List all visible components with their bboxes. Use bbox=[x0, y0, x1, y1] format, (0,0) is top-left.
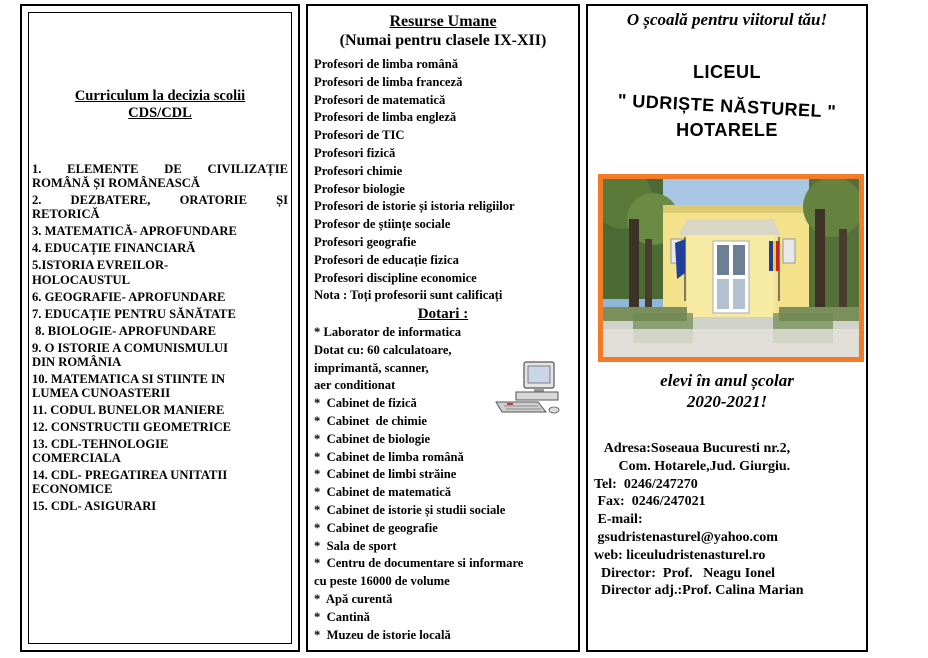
address-line2: Com. Hotarele,Jud. Giurgiu. bbox=[594, 458, 791, 474]
dotari-title: Dotari : bbox=[417, 306, 469, 322]
list-item: HOLOCAUSTUL bbox=[32, 272, 130, 287]
list-item: 9. O ISTORIE A COMUNISMULUI bbox=[32, 340, 229, 355]
list-item: 13. CDL-TEHNOLOGIE bbox=[32, 437, 169, 452]
staff-item: Profesori de matematică bbox=[314, 92, 446, 107]
school-name-line2: " UDRIȘTE NĂSTUREL " bbox=[617, 90, 837, 122]
list-item: LUMEA CUNOASTERII bbox=[32, 386, 171, 401]
dotari-item: * Cabinet de biologie bbox=[314, 431, 431, 446]
staff-item: Profesori de educație fizica bbox=[314, 252, 459, 267]
list-item: 15. CDL- ASIGURARI bbox=[32, 499, 157, 514]
students-caption-line2: 2020-2021! bbox=[686, 392, 768, 411]
email-label: E-mail: bbox=[594, 512, 643, 528]
dotari-item: aer conditionat bbox=[314, 378, 396, 393]
director: Director: Prof. Neagu Ionel bbox=[594, 565, 776, 581]
resources-subheading: (Numai pentru clasele IX-XII) bbox=[339, 32, 547, 49]
cds-panel bbox=[20, 4, 300, 652]
contact-info bbox=[594, 440, 866, 600]
list-item: 10. MATEMATICA SI STIINTE IN bbox=[32, 371, 226, 386]
dotari-item: * Cabinet de limba română bbox=[314, 449, 464, 464]
list-item: ROMÂNĂ ȘI ROMÂNEASCĂ bbox=[32, 176, 200, 191]
list-item: 4. EDUCAȚIE FINANCIARĂ bbox=[32, 241, 196, 256]
dotari-item: Dotat cu: 60 calculatoare, bbox=[314, 342, 452, 357]
resources-panel bbox=[306, 4, 580, 652]
list-item: DIN ROMÂNIA bbox=[32, 354, 122, 369]
school-building-image bbox=[603, 179, 859, 357]
staff-item: Profesor de științe sociale bbox=[314, 217, 451, 232]
website: web: liceuludristenasturel.ro bbox=[594, 547, 766, 563]
staff-list bbox=[314, 56, 576, 305]
cover-panel bbox=[586, 4, 868, 652]
list-item: 11. CODUL BUNELOR MANIERE bbox=[32, 403, 225, 418]
staff-item: Profesori de limba română bbox=[314, 57, 458, 71]
students-caption-line1: elevi în anul școlar bbox=[660, 371, 794, 390]
staff-item: Profesori de limba engleză bbox=[314, 110, 457, 125]
cds-title-line2: CDS/CDL bbox=[128, 105, 192, 121]
resources-title bbox=[308, 12, 578, 50]
email-address: gsudristenasturel@yahoo.com bbox=[594, 529, 778, 545]
list-item: COMERCIALA bbox=[32, 451, 121, 466]
list-item: 6. GEOGRAFIE- APROFUNDARE bbox=[32, 289, 226, 304]
list-item: RETORICĂ bbox=[32, 207, 100, 222]
students-caption bbox=[588, 370, 866, 412]
list-item: 12. CONSTRUCTII GEOMETRICE bbox=[32, 420, 232, 435]
deputy-director: Director adj.:Prof. Calina Marian bbox=[594, 583, 804, 599]
staff-note: Nota : Toți profesorii sunt calificați bbox=[314, 288, 503, 303]
address-line1: Adresa:Soseaua Bucuresti nr.2, bbox=[594, 441, 791, 456]
dotari-item: * Apă curentă bbox=[314, 591, 393, 606]
list-item: 3. MATEMATICĂ- APROFUNDARE bbox=[32, 224, 237, 239]
resources-heading: Resurse Umane bbox=[389, 13, 497, 30]
staff-item: Profesori de limba franceză bbox=[314, 74, 463, 89]
list-item: 1. ELEMENTE DE CIVILIZAȚIE bbox=[32, 162, 288, 176]
list-item: 2. DEZBATERE, ORATORIE ȘI bbox=[32, 193, 288, 208]
staff-item: Profesori de TIC bbox=[314, 128, 405, 143]
staff-item: Profesori de istorie și istoria religiilor bbox=[314, 199, 515, 214]
staff-item: Profesori discipline economice bbox=[314, 270, 477, 285]
phone: Tel: 0246/247270 bbox=[594, 476, 698, 492]
list-item: 8. BIOLOGIE- APROFUNDARE bbox=[32, 323, 217, 338]
staff-item: Profesori geografie bbox=[314, 234, 417, 249]
computer-icon bbox=[494, 358, 562, 416]
fax: Fax: 0246/247021 bbox=[594, 494, 706, 510]
list-item: 7. EDUCAȚIE PENTRU SĂNĂTATE bbox=[32, 306, 236, 321]
list-item: ECONOMICE bbox=[32, 482, 113, 497]
dotari-item: * Cabinet de chimie bbox=[314, 413, 427, 428]
dotari-item: * Cabinet de geografie bbox=[314, 520, 438, 535]
school-photo bbox=[598, 174, 864, 362]
dotari-item: * Centru de documentare si informare bbox=[314, 556, 524, 571]
dotari-item: * Cabinet de istorie și studii sociale bbox=[314, 502, 506, 517]
dotari-item: * Cabinet de limbi străine bbox=[314, 467, 457, 482]
dotari-item: * Cabinet de matematică bbox=[314, 485, 452, 500]
cds-list bbox=[32, 162, 288, 516]
dotari-item: * Laborator de informatica bbox=[314, 325, 462, 339]
dotari-item: * Sala de sport bbox=[314, 538, 397, 553]
staff-item: Profesor biologie bbox=[314, 181, 405, 196]
motto: O școală pentru viitorul tău! bbox=[626, 10, 828, 29]
school-name-line1: LICEUL bbox=[693, 62, 761, 82]
dotari-item: imprimantă, scanner, bbox=[314, 360, 429, 375]
staff-item: Profesori chimie bbox=[314, 163, 403, 178]
school-name-line3: HOTARELE bbox=[676, 120, 778, 140]
dotari-item: * Muzeu de istorie locală bbox=[314, 627, 451, 642]
list-item: 14. CDL- PREGATIREA UNITATII bbox=[32, 468, 228, 483]
cds-title-line1: Curriculum la decizia scolii bbox=[74, 88, 246, 104]
staff-item: Profesori fizică bbox=[314, 145, 396, 160]
dotari-item: cu peste 16000 de volume bbox=[314, 574, 450, 589]
dotari-item: * Cabinet de fizică bbox=[314, 396, 417, 411]
dotari-item: * Cantină bbox=[314, 609, 370, 624]
cds-title bbox=[30, 88, 290, 122]
list-item: 5.ISTORIA EVREILOR- bbox=[32, 258, 169, 273]
